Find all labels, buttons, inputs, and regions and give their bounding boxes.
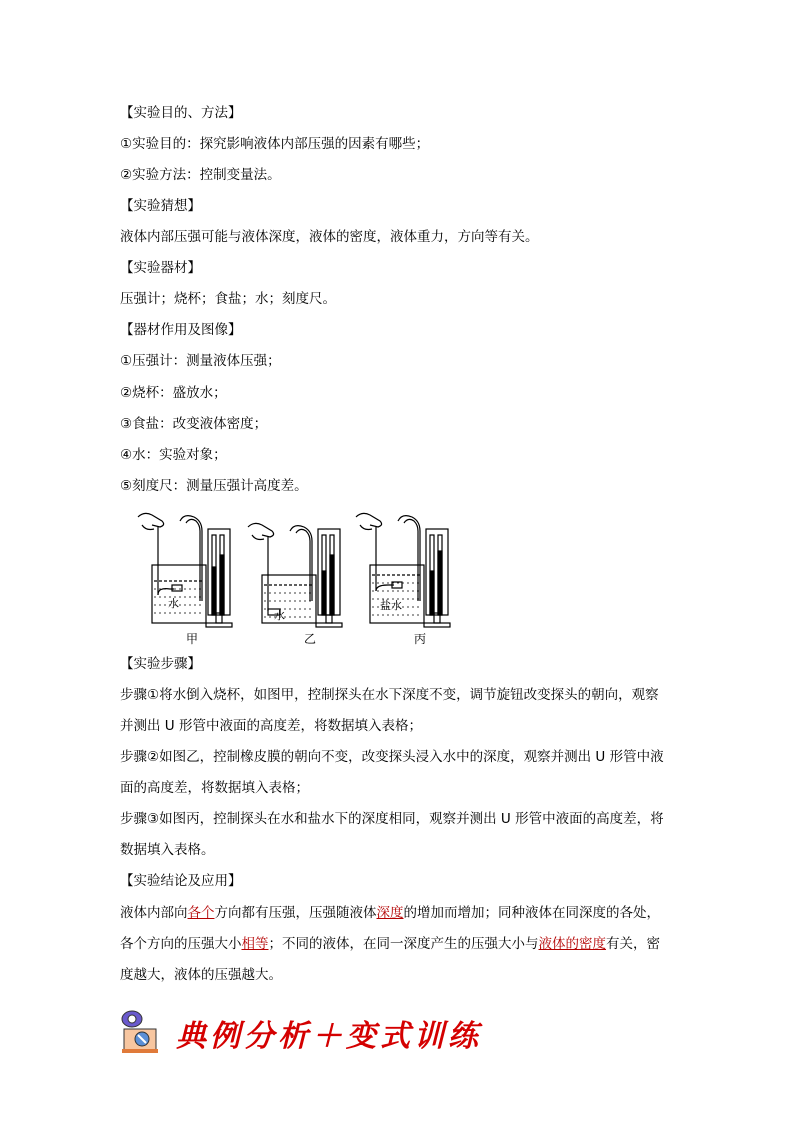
role-item-1: ①压强计：测量液体压强；: [120, 353, 281, 369]
caption-bing: 丙: [414, 632, 427, 646]
step2-line-b: 面的高度差，将数据填入表格；: [120, 780, 309, 796]
conclusion-line-1: [120, 904, 660, 922]
role-item-5: ⑤刻度尺：测量压强计高度差。: [120, 478, 308, 494]
conclusion-line-2: [120, 935, 660, 953]
beaker-label-jia: 水: [168, 598, 179, 610]
role-item-4: ④水：实验对象；: [120, 447, 227, 463]
step1-line-a: 步骤①将水倒入烧杯，如图甲，控制探头在水下深度不变，调节旋钮改变探头的朝向，观察: [120, 687, 659, 703]
guess-text: 液体内部压强可能与液体深度，液体的密度，液体重力，方向等有关。: [120, 229, 539, 245]
steps-header: 【实验步骤】: [120, 656, 201, 672]
keyword-depth: 深度: [376, 905, 404, 921]
equipment-role-header: 【器材作用及图像】: [120, 322, 242, 338]
guess-header: 【实验猜想】: [120, 198, 201, 214]
section-banner: [118, 1005, 482, 1055]
step3-line-a: 步骤③如图丙，控制探头在水和盐水下的深度相同，观察并测出 U 形管中液面的高度差，将: [120, 811, 664, 827]
conclusion-text: 有关，密: [606, 936, 660, 952]
role-item-2: ②烧杯：盛放水；: [120, 385, 227, 401]
conclusion-text: ；不同的液体，在同一深度产生的压强大小与: [268, 936, 539, 952]
conclusion-line-3: 度越大，液体的压强越大。: [120, 967, 282, 983]
purpose-header: 【实验目的、方法】: [120, 105, 242, 121]
conclusion-text: 的增加而增加；同种液体在同深度的各处，: [403, 905, 660, 921]
conclusion-text: 各个方向的压强大小: [120, 936, 242, 952]
beaker-label-yi: 水: [274, 610, 285, 622]
equipment-text: 压强计；烧杯；食盐；水；刻度尺。: [120, 291, 336, 307]
caption-jia: 甲: [186, 632, 199, 646]
equipment-header: 【实验器材】: [120, 260, 201, 276]
step1-line-b: 并测出 U 形管中液面的高度差，将数据填入表格；: [120, 718, 422, 734]
keyword-density: 液体的密度: [538, 936, 606, 952]
scholar-icon: [118, 1005, 170, 1055]
keyword-all-directions: 各个: [187, 905, 215, 921]
step3-line-b: 数据填入表格。: [120, 842, 215, 858]
purpose-item-2: ②实验方法：控制变量法。: [120, 167, 281, 183]
beaker-label-bing: 盐水: [380, 600, 402, 612]
apparatus-jia: [138, 513, 232, 627]
banner-title: 典例分析＋变式训练: [176, 1019, 482, 1054]
apparatus-bing: [356, 513, 450, 627]
step2-line-a: 步骤②如图乙，控制橡皮膜的朝向不变，改变探头浸入水中的深度，观察并测出 U 形管中液: [120, 749, 664, 765]
caption-yi: 乙: [304, 632, 317, 646]
conclusion-header: 【实验结论及应用】: [120, 873, 242, 889]
apparatus-yi: [248, 523, 342, 627]
conclusion-text: 方向都有压强，压强随液体: [214, 905, 377, 921]
purpose-item-1: ①实验目的：探究影响液体内部压强的因素有哪些；: [120, 136, 430, 152]
keyword-equal: 相等: [241, 936, 269, 952]
conclusion-text: 液体内部向: [120, 905, 188, 921]
experiment-figure: [124, 505, 454, 645]
role-item-3: ③食盐：改变液体密度；: [120, 416, 268, 432]
